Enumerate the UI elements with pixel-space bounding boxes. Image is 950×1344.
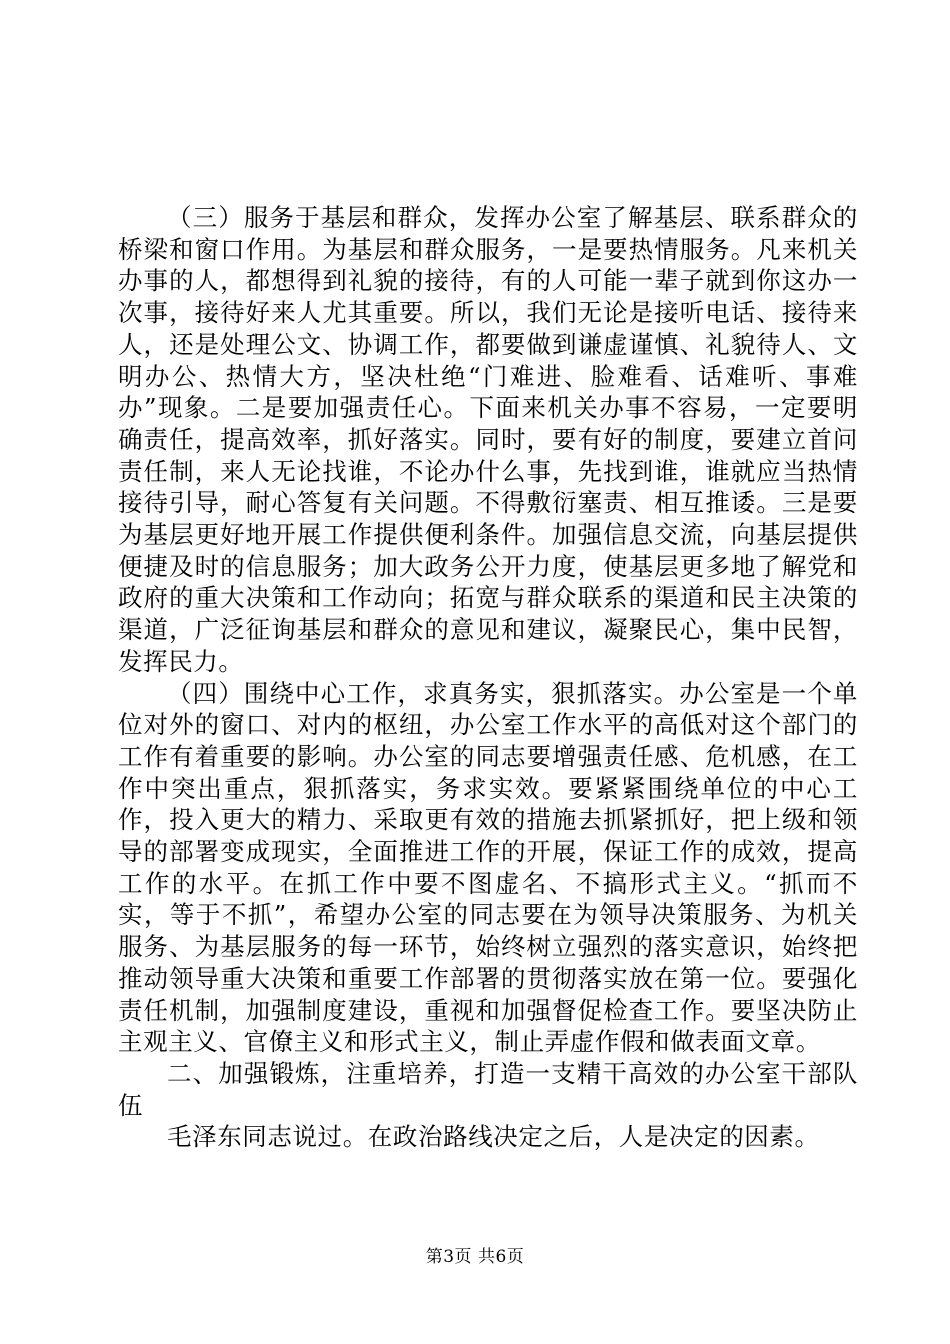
document-body [118,202,858,1153]
section-heading-team-building: 二、加强锻炼，注重培养，打造一支精干高效的办公室干部队伍 [118,1058,858,1120]
paragraph-service-grassroots: （三）服务于基层和群众，发挥办公室了解基层、联系群众的桥梁和窗口作用。为基层和群众服务，一是要热情服务。凡来机关办事的人，都想得到礼貌的接待，有的人可能一辈子就到你这办一次事，接待好来人尤其重要。所以，我们无论是接听电话、接待来人，还是处理公文、协调工作，都要做到谦虚谨慎、礼貌待人、文明办公、热情大方，坚决杜绝“门难进、脸难看、话难听、事难办”现象。二是要加强责任心。下面来机关办事不容易，一定要明确责任，提高效率，抓好落实。同时，要有好的制度，要建立首问责任制，来人无论找谁，不论办什么事，先找到谁，谁就应当热情接待引导，耐心答复有关问题。不得敷衍塞责、相互推诿。三是要为基层更好地开展工作提供便利条件。加强信息交流，向基层提供便捷及时的信息服务；加大政务公开力度，使基层更多地了解党和政府的重大决策和工作动向；拓宽与群众联系的渠道和民主决策的渠道，广泛征询基层和群众的意见和建议，凝聚民心，集中民智，发挥民力。 [118,203,858,676]
page-number-footer: 第3页 共6页 [425,1247,525,1267]
paragraph-mao-quote: 毛泽东同志说过。在政治路线决定之后，人是决定的因素。 [167,1122,820,1152]
paragraph-central-work: （四）围绕中心工作，求真务实，狠抓落实。办公室是一个单位对外的窗口、对内的枢纽，办公室工作水平的高低对这个部门的工作有着重要的影响。办公室的同志要增强责任感、危机感，在工作中突出重点，狠抓落实，务求实效。要紧紧围绕单位的中心工作，投入更大的精力、采取更有效的措施去抓紧抓好，把上级和领导的部署变成现实，全面推进工作的开展，保证工作的成效，提高工作的水平。在抓工作中要不图虚名、不搞形式主义。“抓而不实，等于不抓”，希望办公室的同志要在为领导决策服务、为机关服务、为基层服务的每一环节，始终树立强烈的落实意识，始终把推动领导重大决策和重要工作部署的贯彻落实放在第一位。要强化责任机制，加强制度建设，重视和加强督促检查工作。要坚决防止主观主义、官僚主义和形式主义，制止弄虚作假和做表面文章。 [118,678,858,1057]
